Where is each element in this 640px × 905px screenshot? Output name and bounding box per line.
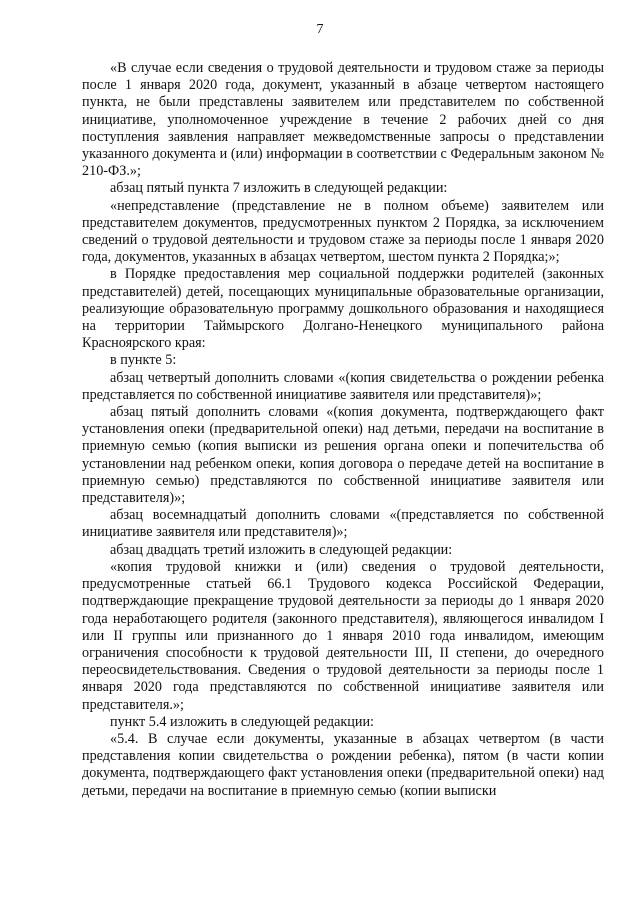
paragraph-6: абзац четвертый дополнить словами «(копия свидетельства о рождении ребенка представляется по собственной инициативе заявителя или представителя)»; (82, 369, 604, 403)
paragraph-4: в Порядке предоставления мер социальной поддержки родителей (законных представителей) детей, посещающих муниципальные образовательные организации, реализующие образовательную программу дошкольного образования и находящиеся на территории Таймырского Долгано-Ненецкого муниципального района Красноярского края: (82, 266, 604, 352)
paragraph-1: «В случае если сведения о трудовой деятельности и трудовом стаже за периоды после 1 января 2020 года, документ, указанный в абзаце четвертом настоящего пункта, не были представлены заявителем или представителем по собственной инициативе, уполномоченное учреждение в течение 2 рабочих дней со дня поступления заявления направляет межведомственные запросы о представлении указанного документа и (или) информации в соответствии с Федеральным законом № 210-ФЗ.»; (82, 60, 604, 180)
paragraph-2: абзац пятый пункта 7 изложить в следующей редакции: (110, 180, 448, 197)
page-number: 7 (316, 22, 324, 37)
document-body (82, 60, 604, 800)
paragraph-10: «копия трудовой книжки и (или) сведения о трудовой деятельности, предусмотренные статьей 66.1 Трудового кодекса Российской Федерации, подтверждающие прекращение трудовой деятельности за периоды до 1 января 2020 года неработающего родителя (законного представителя), являющегося инвалидом I или II группы или признанного до 1 января 2010 года инвалидом, имеющим ограничения способности к трудовой деятельности III, II степени, до очередного переосвидетельствования. Сведения о трудовой деятельности за периоды после 1 января 2020 года представляются по собственной инициативе заявителя или представителя.»; (82, 558, 604, 713)
paragraph-3: «непредставление (представление не в полном объеме) заявителем или представителем документов, предусмотренных пунктом 2 Порядка, за исключением сведений о трудовой деятельности и трудовом стаже за периоды после 1 января 2020 года, документов, указанных в абзацах четвертом, шестом пункта 2 Порядка;»; (82, 197, 604, 266)
paragraph-12: «5.4. В случае если документы, указанные в абзацах четвертом (в части представления копии свидетельства о рождении ребенка), пятом (в части копии документа, подтверждающего факт установления опеки (предварительной опеки) над детьми, передачи на воспитание в приемную семью (копии выписки (82, 730, 604, 799)
paragraph-8: абзац восемнадцатый дополнить словами «(представляется по собственной инициативе заявителя или представителя)»; (82, 507, 604, 541)
paragraph-11: пункт 5.4 изложить в следующей редакции: (110, 713, 374, 730)
paragraph-7: абзац пятый дополнить словами «(копия документа, подтверждающего факт установления опеки (предварительной опеки) над детьми, передачи на воспитание в приемную семью (копия выписки из решения органа опеки и попечительства об установлении над ребенком опеки, копия договора о передаче детей на воспитание в приемную семью) представляются по собственной инициативе заявителя или представителя)»; (82, 404, 604, 507)
paragraph-9: абзац двадцать третий изложить в следующей редакции: (110, 541, 453, 558)
paragraph-5: в пункте 5: (110, 352, 177, 369)
